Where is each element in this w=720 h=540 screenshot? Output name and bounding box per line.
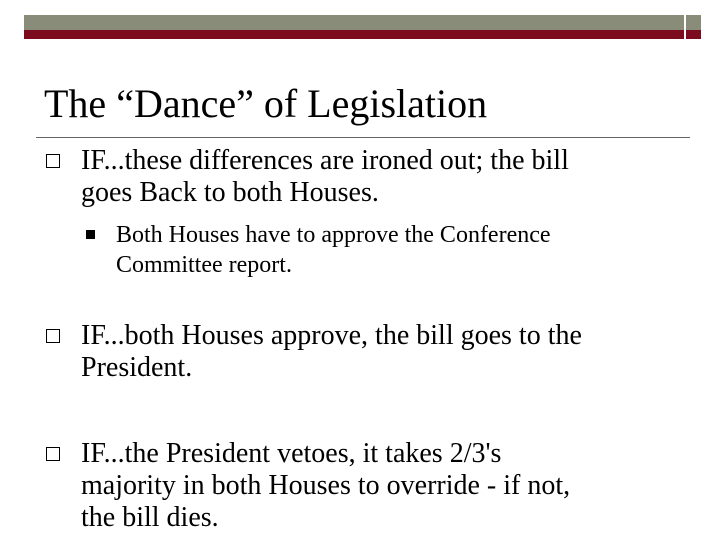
header-decoration-bar <box>0 0 720 40</box>
bullet-3-line-1: IF...the President vetoes, it takes 2/3's <box>81 438 502 469</box>
bullet-square-icon <box>46 329 60 343</box>
bullet-3-text <box>81 438 570 534</box>
header-corner-square-olive <box>686 15 701 30</box>
bullet-1-line-2: goes Back to both Houses. <box>81 177 379 208</box>
header-corner-square-maroon <box>686 30 701 39</box>
title-divider <box>36 137 690 138</box>
header-band-olive <box>24 15 684 30</box>
header-band-maroon <box>24 30 684 39</box>
bullet-2-line-2: President. <box>81 352 193 383</box>
sub-bullet-1-line-1: Both Houses have to approve the Conference <box>116 222 551 248</box>
bullet-1-line-1: IF...these differences are ironed out; the bill <box>81 145 569 176</box>
bullet-3-line-2: majority in both Houses to override - if not, <box>81 470 571 501</box>
slide-title: The “Dance” of Legislation <box>44 81 488 126</box>
bullet-square-icon <box>46 154 60 168</box>
sub-bullet-square-icon <box>86 230 95 239</box>
bullet-2-text <box>81 320 582 384</box>
bullet-3-line-3: the bill dies. <box>81 502 219 533</box>
bullet-square-icon <box>46 447 60 461</box>
sub-bullet-1-text <box>116 220 551 280</box>
bullet-2-line-1: IF...both Houses approve, the bill goes to the <box>81 320 582 351</box>
bullet-1-text <box>81 145 569 209</box>
sub-bullet-1-line-2: Committee report. <box>116 252 292 278</box>
